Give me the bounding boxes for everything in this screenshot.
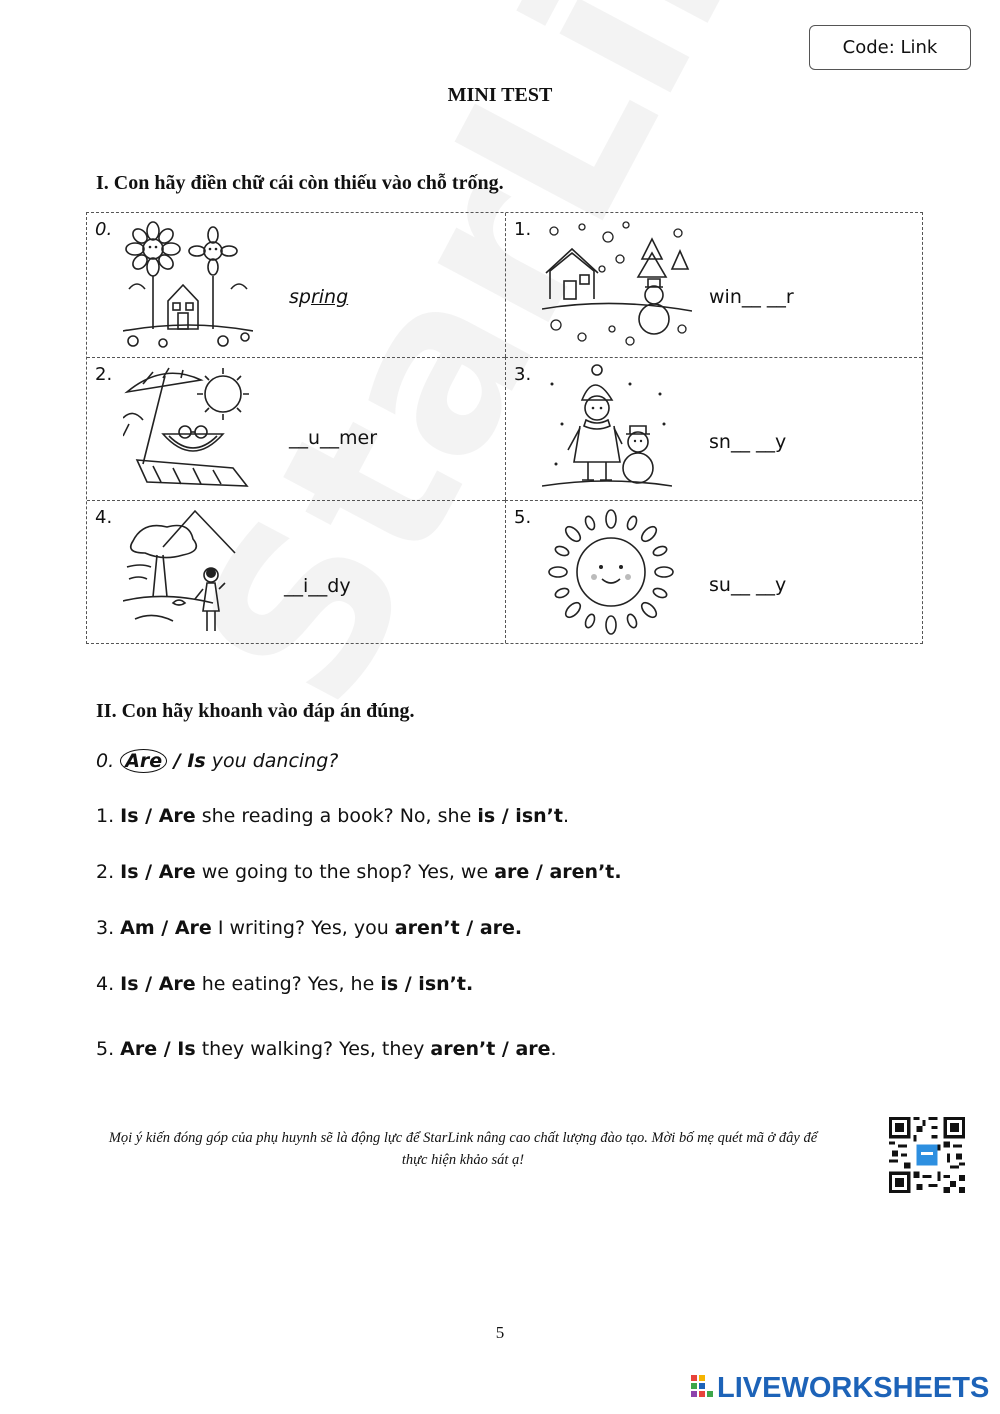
grid-cell-2 (87, 357, 505, 500)
question-1: 1. Is / Are she reading a book? No, she is / isn’t. (96, 805, 569, 827)
winter-snowman-house-icon (542, 219, 692, 349)
qr-code-icon[interactable] (889, 1117, 965, 1193)
choice-a[interactable]: is / isn’t. (380, 973, 474, 995)
choice-q[interactable]: Is / Are (120, 973, 196, 995)
section2-heading: II. Con hãy khoanh vào đáp án đúng. (96, 700, 415, 722)
liveworksheets-wordmark: LIVEWORKSHEETS (717, 1372, 990, 1404)
liveworksheets-logo (691, 1372, 989, 1405)
cell-word-0: spring (289, 286, 349, 308)
question-4: 4. Is / Are he eating? Yes, he is / isn’t. (96, 973, 474, 995)
choice-q[interactable]: Is / Are (120, 805, 196, 827)
circled-answer[interactable]: Are (120, 749, 167, 773)
cell-word-4: __i__dy (284, 575, 351, 597)
grid-cell-4 (87, 500, 505, 643)
cell-word-5: su__ __y (709, 574, 787, 596)
example-question: 0. Are / Is you dancing? (96, 750, 339, 772)
spring-flowers-house-icon (123, 219, 253, 349)
choice-a[interactable]: is / isn’t (477, 805, 563, 827)
cell-word-3: sn__ __y (709, 431, 787, 453)
choice-a[interactable]: are / aren’t. (494, 861, 622, 883)
cell-number: 4. (95, 507, 113, 528)
cell-number: 0. (95, 219, 113, 240)
code-label: Code: Link (842, 37, 938, 58)
summer-beach-sun-icon (123, 364, 253, 494)
cell-word-1: win__ __r (709, 286, 794, 308)
choice-a[interactable]: aren’t / are (430, 1038, 551, 1060)
cell-number: 2. (95, 364, 113, 385)
cell-number: 5. (514, 507, 532, 528)
question-2: 2. Is / Are we going to the shop? Yes, we are / aren’t. (96, 861, 622, 883)
cell-number: 1. (514, 219, 532, 240)
grid-cell-3 (505, 357, 922, 500)
picture-word-grid (86, 212, 923, 644)
grid-cell-1 (505, 213, 922, 357)
windy-tree-girl-icon (123, 507, 253, 637)
grid-cell-5 (505, 500, 922, 643)
question-5: 5. Are / Is they walking? Yes, they aren’t / are. (96, 1038, 557, 1060)
page-title: MINI TEST (447, 84, 553, 106)
snowy-child-snowman-icon (542, 364, 672, 494)
section1-heading: I. Con hãy điền chữ cái còn thiếu vào chỗ trống. (96, 172, 504, 194)
sunny-smiling-sun-icon (546, 507, 676, 637)
parent-feedback-note: Mọi ý kiến đóng góp của phụ huynh sẽ là động lực để StarLink nâng cao chất lượng đào tạo. Mời bố mẹ quét mã ở đây để thực hiện khảo sát ạ! (108, 1130, 818, 1168)
choice-q[interactable]: Am / Are (120, 917, 212, 939)
choice-q[interactable]: Is / Are (120, 861, 196, 883)
liveworksheets-logo-icon (691, 1375, 713, 1403)
choice-q[interactable]: Are / Is (120, 1038, 196, 1060)
grid-cell-0 (87, 213, 505, 357)
page-number: 5 (495, 1323, 505, 1342)
code-box (809, 25, 971, 70)
cell-number: 3. (514, 364, 532, 385)
cell-word-2: __u__mer (289, 427, 378, 449)
question-3: 3. Am / Are I writing? Yes, you aren’t / are. (96, 917, 523, 939)
choice-a[interactable]: aren’t / are. (394, 917, 523, 939)
